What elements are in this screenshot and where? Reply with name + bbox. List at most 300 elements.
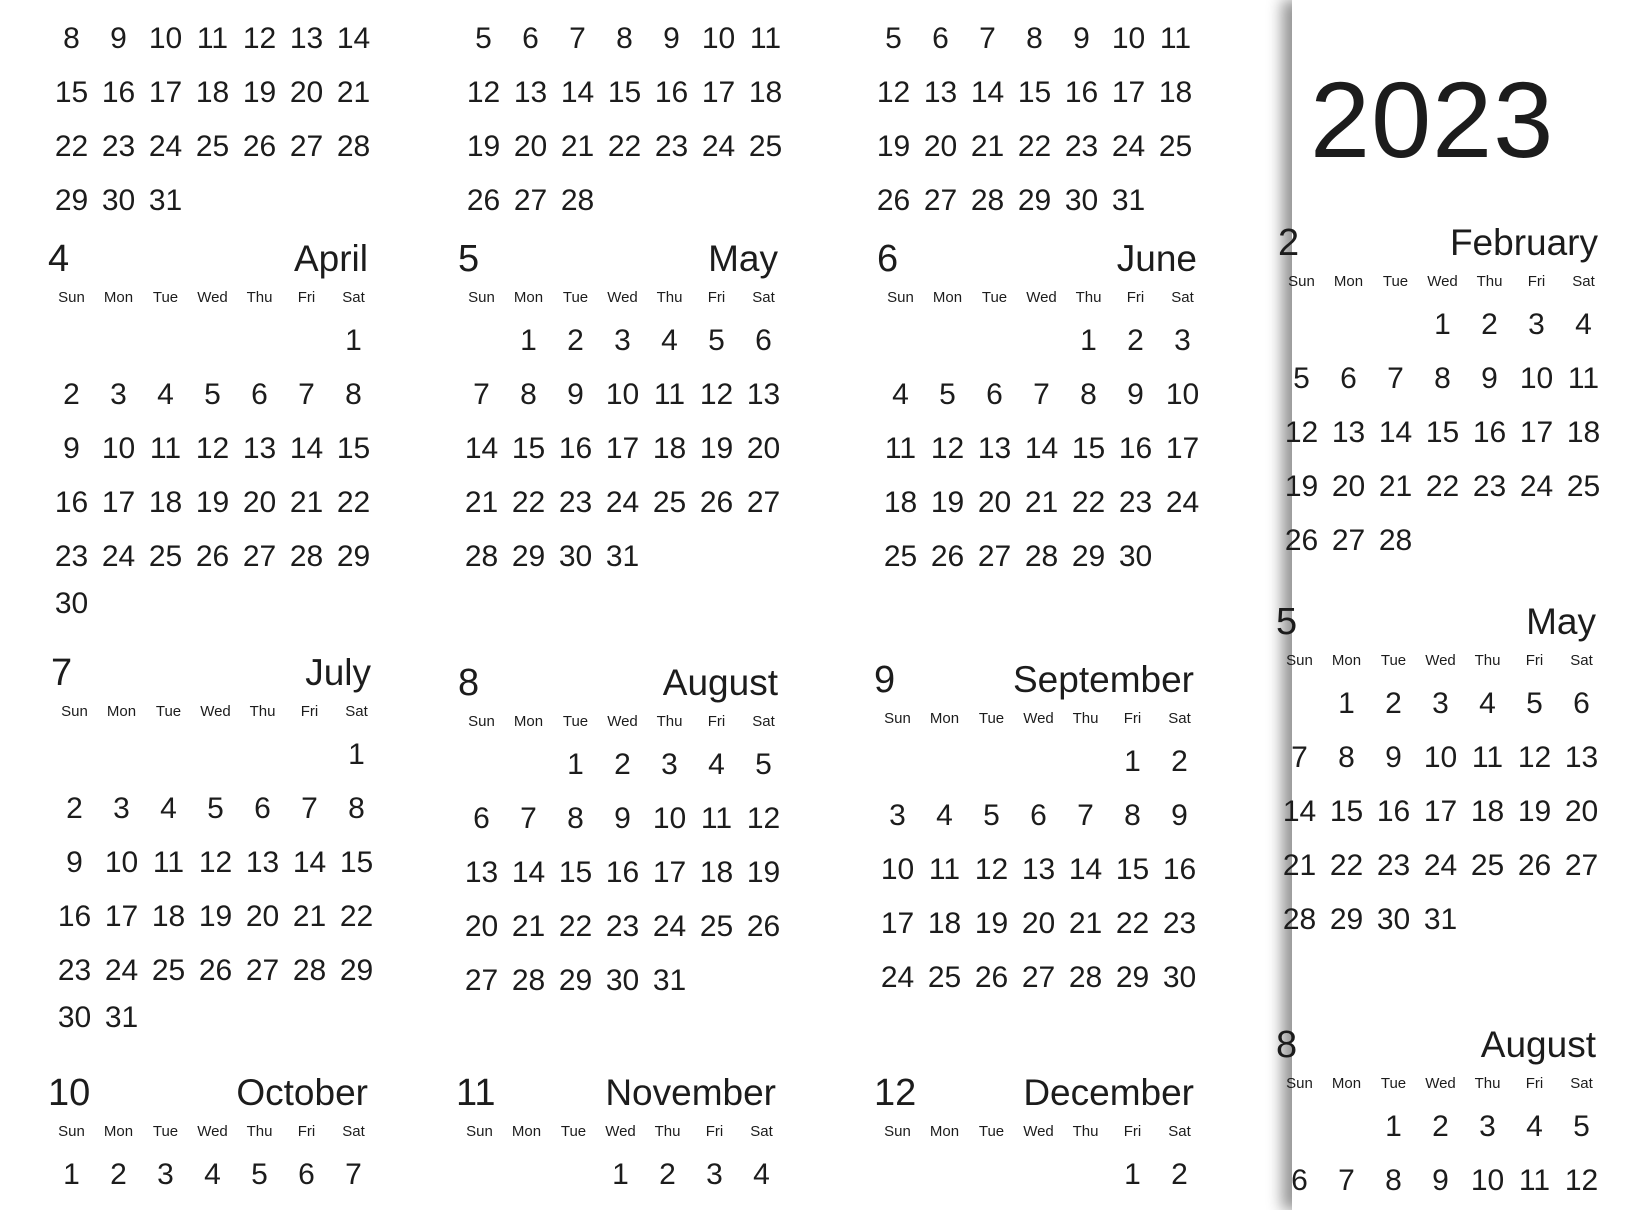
day-cell: 16 bbox=[57, 900, 92, 933]
day-cell: 19 bbox=[974, 907, 1009, 940]
weekday-label: Wed bbox=[197, 1122, 228, 1140]
week-row bbox=[870, 120, 1193, 174]
month-block bbox=[48, 0, 371, 228]
weekday-header-row bbox=[1278, 264, 1598, 298]
day-cell: 3 bbox=[1528, 308, 1545, 341]
day-cell: 17 bbox=[652, 856, 687, 889]
day-cell: 19 bbox=[466, 130, 501, 163]
weekday-label: Sun bbox=[884, 709, 911, 727]
day-cell: 15 bbox=[1017, 76, 1052, 109]
day-cell: 28 bbox=[292, 954, 327, 987]
day-cell: 28 bbox=[1282, 903, 1317, 936]
day-cell: 29 bbox=[1071, 540, 1106, 573]
day-cell: 20 bbox=[513, 130, 548, 163]
day-cell: 7 bbox=[569, 22, 586, 55]
day-cell: 28 bbox=[464, 540, 499, 573]
day-cell: 26 bbox=[930, 540, 965, 573]
day-cell: 16 bbox=[558, 432, 593, 465]
day-cell: 30 bbox=[54, 587, 89, 620]
day-cell: 31 bbox=[605, 540, 640, 573]
week-row bbox=[874, 735, 1194, 789]
weekday-label: Tue bbox=[560, 1122, 587, 1140]
day-cell: 19 bbox=[1284, 470, 1319, 503]
day-cell: 16 bbox=[1118, 432, 1153, 465]
day-cell: 6 bbox=[1030, 799, 1047, 832]
month-number: 6 bbox=[877, 238, 899, 280]
month-header bbox=[456, 1072, 776, 1114]
day-cell: 30 bbox=[1064, 184, 1099, 217]
day-cell: 2 bbox=[66, 792, 83, 825]
week-row bbox=[460, 120, 783, 174]
week-row bbox=[460, 12, 780, 66]
weekday-header-row bbox=[48, 1114, 368, 1148]
day-cell bbox=[189, 0, 236, 2]
day-cell: 27 bbox=[245, 954, 280, 987]
day-cell: 1 bbox=[348, 738, 365, 771]
day-cell: 19 bbox=[930, 486, 965, 519]
weekday-label: Fri bbox=[1123, 1122, 1142, 1140]
day-cell bbox=[695, 0, 742, 2]
day-cell: 23 bbox=[1376, 849, 1411, 882]
day-cell: 3 bbox=[1479, 1110, 1496, 1143]
day-cell: 6 bbox=[755, 324, 772, 357]
day-cell: 11 bbox=[1471, 741, 1504, 774]
week-row bbox=[870, 0, 1190, 12]
weekday-label: Thu bbox=[1075, 288, 1102, 306]
day-cell: 18 bbox=[699, 856, 734, 889]
day-cell: 1 bbox=[520, 324, 537, 357]
day-cell: 18 bbox=[151, 900, 186, 933]
day-cell: 14 bbox=[292, 846, 327, 879]
weekday-label: Sat bbox=[342, 288, 365, 306]
day-cell: 9 bbox=[614, 802, 631, 835]
day-cell: 30 bbox=[57, 1001, 92, 1034]
day-cell: 22 bbox=[607, 130, 642, 163]
day-cell: 29 bbox=[1329, 903, 1364, 936]
weekday-label: Sun bbox=[468, 712, 495, 730]
day-cell: 7 bbox=[301, 792, 318, 825]
day-cell: 9 bbox=[63, 432, 80, 465]
day-cell: 23 bbox=[605, 910, 640, 943]
day-cell: 8 bbox=[520, 378, 537, 411]
week-row bbox=[1278, 460, 1601, 514]
day-cell: 1 bbox=[1385, 1110, 1402, 1143]
week-row bbox=[1276, 1154, 1599, 1208]
weekday-label: Sun bbox=[1288, 272, 1315, 290]
week-row bbox=[870, 12, 1190, 66]
day-cell: 25 bbox=[927, 961, 962, 994]
weekday-label: Tue bbox=[978, 709, 1005, 727]
month-block bbox=[456, 1072, 776, 1202]
day-cell: 9 bbox=[1073, 22, 1090, 55]
day-cell: 19 bbox=[242, 76, 277, 109]
day-cell: 11 bbox=[700, 802, 733, 835]
week-row bbox=[48, 120, 371, 174]
day-cell: 13 bbox=[1564, 741, 1599, 774]
week-row bbox=[458, 368, 781, 422]
month-name: September bbox=[1013, 659, 1194, 700]
weekday-label: Mon bbox=[1333, 272, 1364, 290]
day-cell: 9 bbox=[1171, 799, 1188, 832]
day-cell: 28 bbox=[970, 184, 1005, 217]
month-block bbox=[877, 238, 1200, 584]
day-cell: 2 bbox=[614, 748, 631, 781]
week-row bbox=[877, 314, 1197, 368]
day-cell: 11 bbox=[152, 846, 185, 879]
month-header bbox=[874, 659, 1194, 701]
day-cell: 30 bbox=[1162, 961, 1197, 994]
year-title: 2023 bbox=[1310, 59, 1555, 180]
day-cell bbox=[1152, 0, 1199, 2]
day-cell: 2 bbox=[567, 324, 584, 357]
month-header bbox=[458, 238, 778, 280]
day-cell: 14 bbox=[1068, 853, 1103, 886]
day-cell: 21 bbox=[289, 486, 324, 519]
day-cell: 17 bbox=[1519, 416, 1554, 449]
day-cell: 12 bbox=[466, 76, 501, 109]
day-cell: 2 bbox=[1127, 324, 1144, 357]
weekday-label: Tue bbox=[562, 712, 589, 730]
day-cell: 12 bbox=[699, 378, 734, 411]
day-cell: 9 bbox=[663, 22, 680, 55]
month-name: May bbox=[1526, 601, 1596, 642]
day-cell: 4 bbox=[661, 324, 678, 357]
month-name: December bbox=[1023, 1072, 1194, 1113]
day-cell: 4 bbox=[708, 748, 725, 781]
month-number: 8 bbox=[1276, 1024, 1298, 1066]
weekday-label: Wed bbox=[605, 1122, 636, 1140]
weekday-label: Thu bbox=[246, 288, 273, 306]
day-cell: 26 bbox=[242, 130, 277, 163]
day-cell: 13 bbox=[1331, 416, 1366, 449]
weekday-label: Sun bbox=[468, 288, 495, 306]
day-cell: 20 bbox=[245, 900, 280, 933]
month-block bbox=[51, 652, 374, 1038]
weekday-label: Sun bbox=[58, 1122, 85, 1140]
day-cell: 5 bbox=[475, 22, 492, 55]
weekday-label: Tue bbox=[1380, 651, 1407, 669]
weekday-label: Thu bbox=[249, 702, 276, 720]
week-row bbox=[1278, 298, 1598, 352]
day-cell: 20 bbox=[1564, 795, 1599, 828]
week-row bbox=[48, 12, 371, 66]
day-cell bbox=[1058, 0, 1105, 2]
weekday-label: Wed bbox=[200, 702, 231, 720]
day-cell: 8 bbox=[63, 22, 80, 55]
day-cell: 19 bbox=[195, 486, 230, 519]
day-cell: 29 bbox=[558, 964, 593, 997]
day-cell: 2 bbox=[1385, 687, 1402, 720]
week-row bbox=[1276, 839, 1599, 893]
day-cell: 10 bbox=[101, 432, 136, 465]
week-row bbox=[877, 368, 1200, 422]
day-cell: 12 bbox=[242, 22, 277, 55]
day-cell: 1 bbox=[567, 748, 584, 781]
day-cell: 4 bbox=[936, 799, 953, 832]
day-cell: 1 bbox=[345, 324, 362, 357]
weekday-label: Tue bbox=[978, 1122, 1005, 1140]
day-cell: 6 bbox=[298, 1158, 315, 1191]
weekday-label: Thu bbox=[1474, 651, 1501, 669]
day-cell: 14 bbox=[560, 76, 595, 109]
week-row bbox=[460, 0, 780, 12]
day-cell: 10 bbox=[605, 378, 640, 411]
day-cell: 9 bbox=[110, 22, 127, 55]
weekday-header-row bbox=[877, 280, 1197, 314]
weekday-label: Sat bbox=[752, 712, 775, 730]
day-cell: 25 bbox=[195, 130, 230, 163]
day-cell: 5 bbox=[1573, 1110, 1590, 1143]
day-cell: 30 bbox=[558, 540, 593, 573]
day-cell: 11 bbox=[1518, 1164, 1551, 1197]
day-cell: 7 bbox=[1338, 1164, 1355, 1197]
week-row bbox=[874, 843, 1197, 897]
day-cell: 13 bbox=[923, 76, 958, 109]
weekday-label: Wed bbox=[607, 288, 638, 306]
month-name: August bbox=[1480, 1024, 1596, 1065]
weekday-header-row bbox=[1276, 643, 1596, 677]
weekday-label: Tue bbox=[152, 1122, 179, 1140]
day-cell: 25 bbox=[1470, 849, 1505, 882]
day-cell: 20 bbox=[289, 76, 324, 109]
day-cell: 25 bbox=[883, 540, 918, 573]
day-cell: 28 bbox=[511, 964, 546, 997]
day-cell: 13 bbox=[746, 378, 781, 411]
weekday-label: Wed bbox=[1026, 288, 1057, 306]
day-cell: 31 bbox=[148, 184, 183, 217]
weekday-label: Mon bbox=[929, 1122, 960, 1140]
weekday-label: Mon bbox=[106, 702, 137, 720]
weekday-label: Thu bbox=[656, 288, 683, 306]
day-cell bbox=[236, 0, 283, 2]
month-header bbox=[877, 238, 1197, 280]
day-cell: 17 bbox=[1111, 76, 1146, 109]
day-cell: 2 bbox=[1481, 308, 1498, 341]
day-cell: 29 bbox=[511, 540, 546, 573]
day-cell: 12 bbox=[1564, 1164, 1599, 1197]
weekday-header-row bbox=[456, 1114, 776, 1148]
day-cell: 23 bbox=[1064, 130, 1099, 163]
day-cell: 10 bbox=[148, 22, 183, 55]
day-cell: 1 bbox=[612, 1158, 629, 1191]
day-cell: 24 bbox=[880, 961, 915, 994]
day-cell: 19 bbox=[746, 856, 781, 889]
day-cell: 28 bbox=[1024, 540, 1059, 573]
day-cell: 7 bbox=[979, 22, 996, 55]
day-cell: 23 bbox=[1118, 486, 1153, 519]
weekday-label: Sat bbox=[1570, 1074, 1593, 1092]
day-cell: 6 bbox=[932, 22, 949, 55]
day-cell: 21 bbox=[1068, 907, 1103, 940]
day-cell: 8 bbox=[1385, 1164, 1402, 1197]
day-cell: 13 bbox=[464, 856, 499, 889]
month-block bbox=[48, 1072, 368, 1202]
month-number: 7 bbox=[51, 652, 73, 694]
day-cell: 12 bbox=[930, 432, 965, 465]
day-cell: 24 bbox=[104, 954, 139, 987]
day-cell: 22 bbox=[1115, 907, 1150, 940]
day-cell: 28 bbox=[289, 540, 324, 573]
month-number: 11 bbox=[456, 1072, 496, 1114]
day-cell: 14 bbox=[1378, 416, 1413, 449]
day-cell: 15 bbox=[558, 856, 593, 889]
day-cell: 26 bbox=[746, 910, 781, 943]
weekday-label: Tue bbox=[155, 702, 182, 720]
day-cell: 28 bbox=[336, 130, 371, 163]
week-row bbox=[877, 476, 1200, 530]
weekday-label: Wed bbox=[1023, 1122, 1054, 1140]
day-cell: 27 bbox=[464, 964, 499, 997]
day-cell: 6 bbox=[522, 22, 539, 55]
day-cell: 3 bbox=[1432, 687, 1449, 720]
day-cell: 8 bbox=[345, 378, 362, 411]
day-cell: 3 bbox=[706, 1158, 723, 1191]
day-cell: 7 bbox=[1033, 378, 1050, 411]
weekday-label: Mon bbox=[513, 712, 544, 730]
month-number: 4 bbox=[48, 238, 70, 280]
month-number: 5 bbox=[458, 238, 480, 280]
weekday-label: Wed bbox=[1425, 1074, 1456, 1092]
week-row bbox=[48, 368, 368, 422]
day-cell: 10 bbox=[1165, 378, 1200, 411]
weekday-label: Mon bbox=[511, 1122, 542, 1140]
weekday-header-row bbox=[458, 280, 778, 314]
weekday-label: Fri bbox=[705, 1122, 724, 1140]
day-cell: 23 bbox=[57, 954, 92, 987]
weekday-label: Wed bbox=[1023, 709, 1054, 727]
day-cell: 22 bbox=[1017, 130, 1052, 163]
week-row bbox=[1276, 893, 1596, 947]
day-cell: 4 bbox=[1575, 308, 1592, 341]
day-cell: 22 bbox=[1329, 849, 1364, 882]
week-row bbox=[870, 174, 1190, 228]
day-cell: 15 bbox=[511, 432, 546, 465]
weekday-label: Sat bbox=[1572, 272, 1595, 290]
day-cell: 21 bbox=[1024, 486, 1059, 519]
day-cell: 11 bbox=[884, 432, 917, 465]
day-cell: 6 bbox=[986, 378, 1003, 411]
day-cell: 20 bbox=[923, 130, 958, 163]
day-cell: 20 bbox=[464, 910, 499, 943]
day-cell: 5 bbox=[939, 378, 956, 411]
week-row bbox=[48, 0, 368, 12]
day-cell: 29 bbox=[336, 540, 371, 573]
day-cell: 27 bbox=[1564, 849, 1599, 882]
weekday-label: Mon bbox=[103, 288, 134, 306]
day-cell: 19 bbox=[1517, 795, 1552, 828]
day-cell: 1 bbox=[63, 1158, 80, 1191]
day-cell: 5 bbox=[983, 799, 1000, 832]
weekday-header-row bbox=[1276, 1066, 1596, 1100]
day-cell: 18 bbox=[1566, 416, 1601, 449]
day-cell: 16 bbox=[1472, 416, 1507, 449]
day-cell: 6 bbox=[251, 378, 268, 411]
week-row bbox=[51, 728, 371, 782]
day-cell bbox=[1105, 0, 1152, 2]
month-header bbox=[48, 238, 368, 280]
week-row bbox=[1278, 514, 1598, 568]
week-row bbox=[870, 66, 1193, 120]
day-cell: 6 bbox=[473, 802, 490, 835]
week-row bbox=[48, 422, 371, 476]
day-cell: 31 bbox=[652, 964, 687, 997]
day-cell: 8 bbox=[1080, 378, 1097, 411]
day-cell: 25 bbox=[652, 486, 687, 519]
day-cell: 16 bbox=[1064, 76, 1099, 109]
day-cell: 24 bbox=[1111, 130, 1146, 163]
day-cell: 31 bbox=[1111, 184, 1146, 217]
day-cell: 18 bbox=[748, 76, 783, 109]
weekday-label: Tue bbox=[562, 288, 589, 306]
day-cell: 21 bbox=[511, 910, 546, 943]
day-cell: 20 bbox=[977, 486, 1012, 519]
day-cell: 2 bbox=[1171, 745, 1188, 778]
week-row bbox=[1278, 352, 1598, 406]
day-cell: 4 bbox=[892, 378, 909, 411]
month-number: 12 bbox=[874, 1072, 917, 1114]
weekday-label: Sat bbox=[1570, 651, 1593, 669]
weekday-label: Sun bbox=[466, 1122, 493, 1140]
weekday-label: Fri bbox=[297, 288, 316, 306]
month-header bbox=[458, 662, 778, 704]
day-cell: 4 bbox=[204, 1158, 221, 1191]
week-row bbox=[458, 738, 778, 792]
day-cell: 12 bbox=[1284, 416, 1319, 449]
weekday-label: Sun bbox=[1286, 651, 1313, 669]
day-cell: 12 bbox=[1517, 741, 1552, 774]
day-cell bbox=[601, 0, 648, 2]
day-cell: 27 bbox=[1331, 524, 1366, 557]
month-number: 10 bbox=[48, 1072, 91, 1114]
day-cell: 27 bbox=[923, 184, 958, 217]
month-number: 5 bbox=[1276, 601, 1298, 643]
day-cell: 29 bbox=[54, 184, 89, 217]
day-cell: 4 bbox=[1526, 1110, 1543, 1143]
week-row bbox=[458, 530, 778, 584]
day-cell: 18 bbox=[927, 907, 962, 940]
week-row bbox=[48, 314, 368, 368]
day-cell: 5 bbox=[251, 1158, 268, 1191]
day-cell: 12 bbox=[195, 432, 230, 465]
day-cell: 17 bbox=[701, 76, 736, 109]
day-cell: 27 bbox=[746, 486, 781, 519]
day-cell: 5 bbox=[708, 324, 725, 357]
weekday-label: Tue bbox=[152, 288, 179, 306]
weekday-label: Thu bbox=[654, 1122, 681, 1140]
day-cell: 3 bbox=[110, 378, 127, 411]
weekday-header-row bbox=[874, 701, 1194, 735]
day-cell: 27 bbox=[513, 184, 548, 217]
day-cell: 2 bbox=[1432, 1110, 1449, 1143]
day-cell: 17 bbox=[1423, 795, 1458, 828]
day-cell: 8 bbox=[616, 22, 633, 55]
day-cell: 24 bbox=[1165, 486, 1200, 519]
week-row bbox=[48, 1148, 368, 1202]
month-name: February bbox=[1449, 222, 1598, 263]
day-cell: 1 bbox=[1124, 1158, 1141, 1191]
day-cell: 17 bbox=[605, 432, 640, 465]
week-row bbox=[51, 782, 371, 836]
day-cell: 26 bbox=[974, 961, 1009, 994]
month-header bbox=[51, 652, 371, 694]
weekday-label: Sun bbox=[887, 288, 914, 306]
day-cell: 21 bbox=[336, 76, 371, 109]
weekday-label: Sun bbox=[884, 1122, 911, 1140]
week-row bbox=[458, 954, 778, 1008]
weekday-label: Wed bbox=[1425, 651, 1456, 669]
month-header bbox=[1278, 222, 1598, 264]
week-row bbox=[458, 900, 781, 954]
